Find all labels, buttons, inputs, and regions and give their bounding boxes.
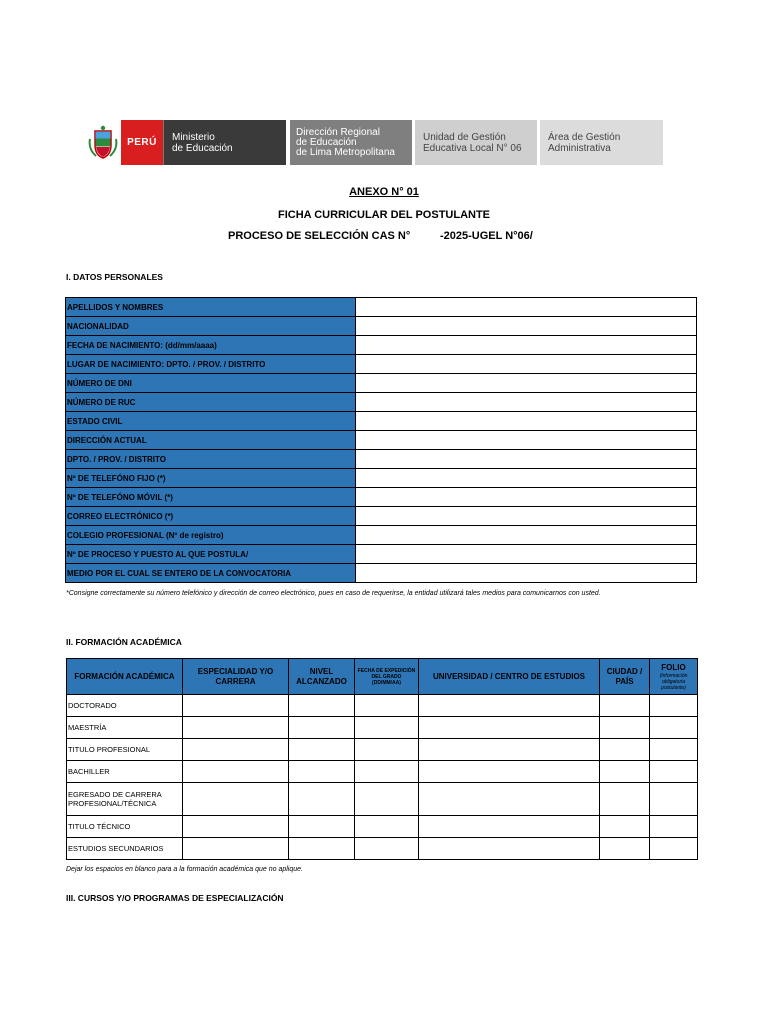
personal-field-value[interactable] (356, 336, 697, 355)
academic-row-label: TITULO TÉCNICO (67, 816, 183, 838)
personal-field-label: APELLIDOS Y NOMBRES (66, 298, 356, 317)
header-universidad: UNIVERSIDAD / CENTRO DE ESTUDIOS (419, 659, 600, 695)
personal-field-value[interactable] (356, 298, 697, 317)
section-academic: II. FORMACIÓN ACADÉMICA (66, 637, 182, 647)
academic-row (67, 717, 698, 739)
personal-row (66, 317, 697, 336)
academic-row (67, 816, 698, 838)
academic-cell[interactable] (355, 761, 419, 783)
academic-cell[interactable] (355, 717, 419, 739)
annex-title: ANEXO N° 01 (349, 186, 419, 198)
academic-cell[interactable] (289, 717, 355, 739)
personal-field-value[interactable] (356, 450, 697, 469)
academic-cell[interactable] (419, 783, 600, 816)
academic-row-label: DOCTORADO (67, 695, 183, 717)
personal-row (66, 564, 697, 583)
academic-cell[interactable] (289, 816, 355, 838)
personal-field-value[interactable] (356, 374, 697, 393)
personal-row (66, 450, 697, 469)
header-logos (85, 120, 663, 165)
form-title: FICHA CURRICULAR DEL POSTULANTE (277, 209, 491, 221)
personal-row (66, 488, 697, 507)
personal-field-label: COLEGIO PROFESIONAL (Nº de registro) (66, 526, 356, 545)
academic-cell[interactable] (183, 816, 289, 838)
academic-cell[interactable] (600, 739, 650, 761)
academic-row (67, 695, 698, 717)
personal-field-value[interactable] (356, 488, 697, 507)
personal-field-label: CORREO ELECTRÓNICO (*) (66, 507, 356, 526)
personal-row (66, 431, 697, 450)
personal-row (66, 507, 697, 526)
academic-cell[interactable] (355, 838, 419, 860)
academic-row-label: MAESTRÍA (67, 717, 183, 739)
personal-field-value[interactable] (356, 564, 697, 583)
academic-cell[interactable] (183, 739, 289, 761)
area-logo: Área de Gestión Administrativa (540, 120, 663, 165)
personal-field-label: Nº DE PROCESO Y PUESTO AL QUE POSTULA/ (66, 545, 356, 564)
academic-cell[interactable] (355, 816, 419, 838)
academic-cell[interactable] (650, 783, 698, 816)
personal-field-value[interactable] (356, 355, 697, 374)
academic-cell[interactable] (183, 717, 289, 739)
academic-row (67, 761, 698, 783)
folio-sublabel: (Información obligatoria postulante) (659, 672, 688, 691)
personal-field-value[interactable] (356, 431, 697, 450)
academic-cell[interactable] (183, 783, 289, 816)
personal-row (66, 336, 697, 355)
personal-field-label: NÚMERO DE RUC (66, 393, 356, 412)
academic-cell[interactable] (419, 739, 600, 761)
header-formacion: FORMACIÓN ACADÉMICA (67, 659, 183, 695)
personal-field-label: NACIONALIDAD (66, 317, 356, 336)
folio-label: FOLIO (661, 662, 686, 672)
academic-cell[interactable] (355, 739, 419, 761)
academic-cell[interactable] (355, 783, 419, 816)
academic-cell[interactable] (419, 761, 600, 783)
academic-row-label: TITULO PROFESIONAL (67, 739, 183, 761)
academic-cell[interactable] (183, 761, 289, 783)
academic-cell[interactable] (650, 761, 698, 783)
process-title-left: PROCESO DE SELECCIÓN CAS N° (228, 230, 411, 242)
academic-cell[interactable] (419, 816, 600, 838)
academic-cell[interactable] (183, 838, 289, 860)
personal-data-table (65, 297, 697, 583)
academic-row-label: EGRESADO DE CARRERA PROFESIONAL/TÉCNICA (67, 783, 183, 816)
academic-row-label: BACHILLER (67, 761, 183, 783)
academic-cell[interactable] (600, 761, 650, 783)
header-fecha: FECHA DE EXPEDICIÓN DEL GRADO (DD/MM/AA) (355, 659, 419, 695)
academic-cell[interactable] (289, 739, 355, 761)
header-especialidad: ESPECIALIDAD Y/O CARRERA (183, 659, 289, 695)
personal-field-value[interactable] (356, 507, 697, 526)
personal-field-label: DPTO. / PROV. / DISTRITO (66, 450, 356, 469)
academic-cell[interactable] (289, 761, 355, 783)
academic-cell[interactable] (650, 717, 698, 739)
academic-cell[interactable] (355, 695, 419, 717)
academic-cell[interactable] (183, 695, 289, 717)
academic-row (67, 838, 698, 860)
personal-note: *Consigne correctamente su número telefónico y dirección de correo electrónico, pues en caso de requerirse, la entidad utilizará tales medios para comunicarnos con usted. (66, 590, 601, 597)
personal-field-label: FECHA DE NACIMIENTO: (dd/mm/aaaa) (66, 336, 356, 355)
process-title-right: -2025-UGEL N°06/ (440, 230, 533, 242)
academic-row-label: ESTUDIOS SECUNDARIOS (67, 838, 183, 860)
personal-row (66, 374, 697, 393)
personal-row (66, 412, 697, 431)
academic-cell[interactable] (289, 695, 355, 717)
personal-field-label: DIRECCIÓN ACTUAL (66, 431, 356, 450)
personal-row (66, 355, 697, 374)
personal-field-value[interactable] (356, 317, 697, 336)
academic-table (66, 658, 698, 860)
academic-cell[interactable] (600, 695, 650, 717)
personal-row (66, 526, 697, 545)
personal-field-label: MEDIO POR EL CUAL SE ENTERO DE LA CONVOCATORIA (66, 564, 356, 583)
personal-field-label: NÚMERO DE DNI (66, 374, 356, 393)
academic-cell[interactable] (289, 783, 355, 816)
academic-cell[interactable] (650, 816, 698, 838)
personal-row (66, 469, 697, 488)
personal-field-value[interactable] (356, 469, 697, 488)
personal-row (66, 545, 697, 564)
academic-cell[interactable] (650, 695, 698, 717)
academic-cell[interactable] (650, 739, 698, 761)
personal-row (66, 393, 697, 412)
minedu-logo: Ministerio de Educación (163, 120, 286, 165)
personal-field-value[interactable] (356, 526, 697, 545)
personal-field-value[interactable] (356, 545, 697, 564)
header-ciudad: CIUDAD / PAÍS (600, 659, 650, 695)
academic-cell[interactable] (650, 838, 698, 860)
section-personal-data: I. DATOS PERSONALES (66, 272, 163, 282)
personal-field-value[interactable] (356, 393, 697, 412)
personal-field-label: ESTADO CIVIL (66, 412, 356, 431)
academic-cell[interactable] (600, 816, 650, 838)
ugel-logo: Unidad de Gestión Educativa Local N° 06 (415, 120, 537, 165)
coat-of-arms-icon (85, 120, 121, 165)
peru-logo: PERÚ (121, 120, 163, 165)
personal-row (66, 298, 697, 317)
academic-row (67, 783, 698, 816)
academic-cell[interactable] (289, 838, 355, 860)
personal-field-label: LUGAR DE NACIMIENTO: DPTO. / PROV. / DISTRITO (66, 355, 356, 374)
dre-logo: Dirección Regional de Educación de Lima Metropolitana (290, 120, 412, 165)
academic-note: Dejar los espacios en blanco para a la formación académica que no aplique. (66, 866, 303, 873)
personal-field-value[interactable] (356, 412, 697, 431)
header-nivel: NIVEL ALCANZADO (289, 659, 355, 695)
academic-cell[interactable] (419, 695, 600, 717)
academic-cell[interactable] (600, 838, 650, 860)
academic-cell[interactable] (419, 838, 600, 860)
academic-cell[interactable] (419, 717, 600, 739)
academic-row (67, 739, 698, 761)
academic-cell[interactable] (600, 783, 650, 816)
header-folio (650, 659, 698, 695)
section-courses: III. CURSOS Y/O PROGRAMAS DE ESPECIALIZACIÓN (66, 893, 284, 903)
academic-cell[interactable] (600, 717, 650, 739)
personal-field-label: Nº DE TELEFÓNO MÓVIL (*) (66, 488, 356, 507)
personal-field-label: Nº DE TELEFÓNO FIJO (*) (66, 469, 356, 488)
